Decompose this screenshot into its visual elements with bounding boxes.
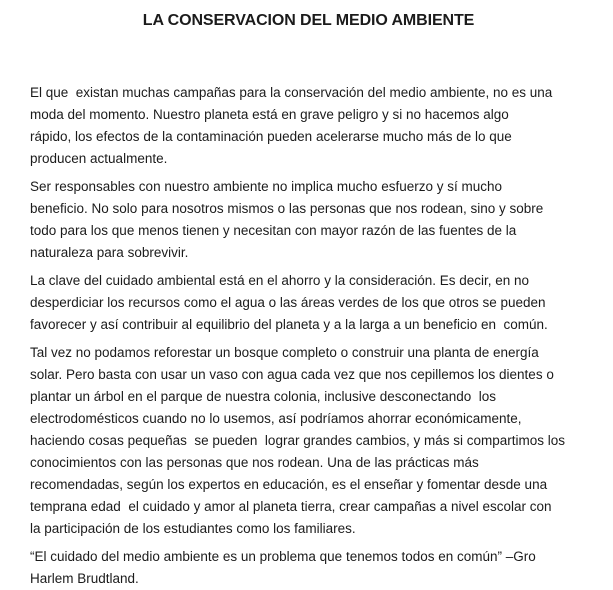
text-line: solar. Pero basta con usar un vaso con agua cada vez que nos cepillemos los dientes o [30,367,554,382]
document-body [30,82,587,590]
text-line: “El cuidado del medio ambiente es un problema que tenemos todos en común” –Gro [30,549,536,564]
text-line: beneficio. No solo para nosotros mismos o las personas que nos rodean, sino y sobre [30,201,544,216]
text-line: electrodomésticos cuando no lo usemos, así podríamos ahorrar económicamente, [30,411,522,426]
text-line: La clave del cuidado ambiental está en el ahorro y la consideración. Es decir, en no [30,273,530,288]
paragraph [30,270,587,336]
text-line: temprana edad el cuidado y amor al planeta tierra, crear campañas a nivel escolar con [30,499,552,514]
text-line: recomendadas, según los expertos en educación, es el enseñar y fomentar desde una [30,477,548,492]
text-line: El que existan muchas campañas para la conservación del medio ambiente, no es una [30,85,553,100]
text-line: moda del momento. Nuestro planeta está en grave peligro y si no hacemos algo [30,107,509,122]
text-line: naturaleza para sobrevivir. [30,245,189,260]
text-line: Tal vez no podamos reforestar un bosque completo o construir una planta de energía [30,345,539,360]
text-line: la participación de los estudiantes como los familiares. [30,521,356,536]
document-title: LA CONSERVACION DEL MEDIO AMBIENTE [142,12,475,29]
text-line: favorecer y así contribuir al equilibrio del planeta y a la larga a un beneficio en común. [30,317,548,332]
paragraph [30,82,587,170]
text-line: haciendo cosas pequeñas se pueden lograr grandes cambios, y más si compartimos los [30,433,566,448]
text-line: producen actualmente. [30,151,168,166]
paragraph [30,176,587,264]
text-line: Harlem Brudtland. [30,571,139,586]
text-line: plantar un árbol en el parque de nuestra colonia, inclusive desconectando los [30,389,497,404]
paragraph [30,546,587,590]
text-line: desperdiciar los recursos como el agua o las áreas verdes de los que otros se pueden [30,295,546,310]
text-line: Ser responsables con nuestro ambiente no implica mucho esfuerzo y sí mucho [30,179,502,194]
paragraph [30,342,587,540]
text-line: conocimientos con las personas que nos rodean. Una de las prácticas más [30,455,479,470]
text-line: rápido, los efectos de la contaminación pueden acelerarse mucho más de lo que [30,129,512,144]
text-line: todo para los que menos tienen y necesitan con mayor razón de las fuentes de la [30,223,517,238]
